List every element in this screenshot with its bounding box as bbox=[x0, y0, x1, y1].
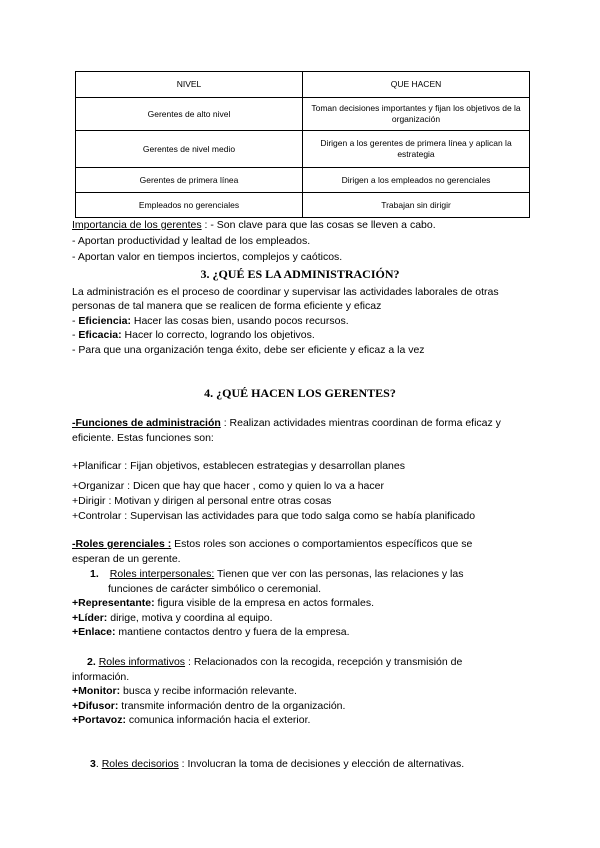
table-row bbox=[76, 168, 530, 193]
rol-enlace bbox=[72, 625, 350, 639]
funciones-text: : Realizan actividades mientras coordinan de forma eficaz y bbox=[220, 417, 501, 429]
enlace-text: mantiene contactos dentro y fuera de la empresa. bbox=[115, 626, 350, 638]
list-number: 1. bbox=[90, 568, 99, 580]
roles-decisorios-label: Roles decisorios bbox=[101, 758, 179, 770]
funcion-controlar: +Controlar : Supervisan las actividades para que todo salga como se había planificado bbox=[72, 510, 476, 522]
importancia-line-3: - Aportan valor en tiempos inciertos, complejos y caóticos. bbox=[72, 251, 343, 263]
eficacia-label: Eficacia: bbox=[78, 329, 122, 341]
roles-interpersonales-line-1 bbox=[90, 567, 463, 581]
table-cell: Gerentes de primera línea bbox=[76, 168, 303, 193]
rol-lider bbox=[72, 611, 273, 625]
funcion-organizar: +Organizar : Dicen que hay que hacer , como y quien lo va a hacer bbox=[72, 480, 384, 492]
table-row bbox=[76, 193, 530, 218]
importancia-text: : - Son clave para que las cosas se lleven a cabo. bbox=[201, 219, 436, 231]
enlace-label: +Enlace: bbox=[72, 626, 116, 638]
funciones-line-2: eficiente. Estas funciones son: bbox=[72, 432, 214, 444]
roles-interpersonales-text: Tienen que ver con las personas, las relaciones y las bbox=[214, 568, 464, 580]
management-levels-table bbox=[75, 71, 530, 218]
table-row bbox=[76, 98, 530, 131]
portavoz-text: comunica información hacia el exterior. bbox=[125, 714, 311, 726]
eficacia-line: - Eficacia: Hacer lo correcto, logrando los objetivos. bbox=[72, 329, 315, 341]
section-3-heading: 3. ¿QUÉ ES LA ADMINISTRACIÓN? bbox=[200, 267, 400, 281]
table-cell: Trabajan sin dirigir bbox=[303, 193, 530, 218]
monitor-label: +Monitor: bbox=[72, 685, 121, 697]
table-header-cell: NIVEL bbox=[76, 72, 303, 98]
importancia-line-1 bbox=[72, 218, 436, 232]
section-3-conclusion: - Para que una organización tenga éxito, debe ser eficiente y eficaz a la vez bbox=[72, 344, 425, 356]
roles-interpersonales-label: Roles interpersonales: bbox=[109, 568, 215, 580]
rol-representante bbox=[72, 596, 374, 610]
eficiencia-text: Hacer las cosas bien, usando pocos recursos. bbox=[130, 315, 349, 327]
section-4-heading: 4. ¿QUÉ HACEN LOS GERENTES? bbox=[204, 386, 396, 400]
lider-label: +Líder: bbox=[72, 612, 108, 624]
roles-interpersonales-line-2: funciones de carácter simbólico o ceremonial. bbox=[108, 583, 322, 595]
portavoz-label: +Portavoz: bbox=[72, 714, 126, 726]
eficiencia-line: - Eficiencia: Hacer las cosas bien, usando pocos recursos. bbox=[72, 315, 349, 327]
funciones-line-1 bbox=[72, 416, 501, 430]
importancia-label: Importancia de los gerentes bbox=[72, 219, 202, 231]
eficiencia-label: Eficiencia: bbox=[78, 315, 131, 327]
table-cell: Gerentes de nivel medio bbox=[76, 131, 303, 168]
difusor-text: transmite información dentro de la organización. bbox=[118, 700, 346, 712]
list-number: 3 bbox=[90, 758, 96, 770]
roles-informativos-line-2: información. bbox=[72, 671, 130, 683]
roles-informativos-line-1 bbox=[87, 655, 462, 669]
roles-decisorios-text: : Involucran la toma de decisiones y elección de alternativas. bbox=[178, 758, 465, 770]
roles-informativos-text: : Relacionados con la recogida, recepción y transmisión de bbox=[185, 656, 463, 668]
rol-difusor bbox=[72, 699, 345, 713]
eficacia-text: Hacer lo correcto, logrando los objetivos. bbox=[121, 329, 315, 341]
table-cell: Gerentes de alto nivel bbox=[76, 98, 303, 131]
funcion-planificar: +Planificar : Fijan objetivos, establecen estrategias y desarrollan planes bbox=[72, 460, 405, 472]
table-cell: Dirigen a los empleados no gerenciales bbox=[303, 168, 530, 193]
roles-informativos-label: Roles informativos bbox=[98, 656, 186, 668]
representante-text: figura visible de la empresa en actos formales. bbox=[154, 597, 375, 609]
roles-label: -Roles gerenciales : bbox=[72, 538, 172, 550]
table-header-cell: QUE HACEN bbox=[303, 72, 530, 98]
importancia-line-2: - Aportan productividad y lealtad de los empleados. bbox=[72, 235, 311, 247]
rol-portavoz bbox=[72, 713, 310, 727]
funcion-dirigir: +Dirigir : Motivan y dirigen al personal entre otras cosas bbox=[72, 495, 332, 507]
table-cell: Dirigen a los gerentes de primera línea y aplican la estrategia bbox=[303, 131, 530, 168]
table-row bbox=[76, 131, 530, 168]
list-number: 2. bbox=[87, 656, 96, 668]
table-cell: Empleados no gerenciales bbox=[76, 193, 303, 218]
table-cell: Toman decisiones importantes y fijan los objetivos de la organización bbox=[303, 98, 530, 131]
rol-monitor bbox=[72, 684, 297, 698]
roles-text: Estos roles son acciones o comportamientos específicos que se bbox=[171, 538, 473, 550]
monitor-text: busca y recibe información relevante. bbox=[120, 685, 297, 697]
lider-text: dirige, motiva y coordina al equipo. bbox=[107, 612, 273, 624]
representante-label: +Representante: bbox=[72, 597, 155, 609]
section-3-paragraph-line-1: La administración es el proceso de coordinar y supervisar las actividades laborales de otras bbox=[72, 286, 499, 298]
funciones-label: -Funciones de administración bbox=[72, 417, 221, 429]
roles-line-2: esperan de un gerente. bbox=[72, 553, 181, 565]
roles-decisorios-line: 3. Roles decisorios : Involucran la toma de decisiones y elección de alternativas. bbox=[90, 758, 465, 770]
difusor-label: +Difusor: bbox=[72, 700, 119, 712]
section-3-paragraph-line-2: personas de tal manera que se realicen de forma eficiente y eficaz bbox=[72, 300, 382, 312]
roles-line-1 bbox=[72, 537, 472, 551]
table-header-row bbox=[76, 72, 530, 98]
